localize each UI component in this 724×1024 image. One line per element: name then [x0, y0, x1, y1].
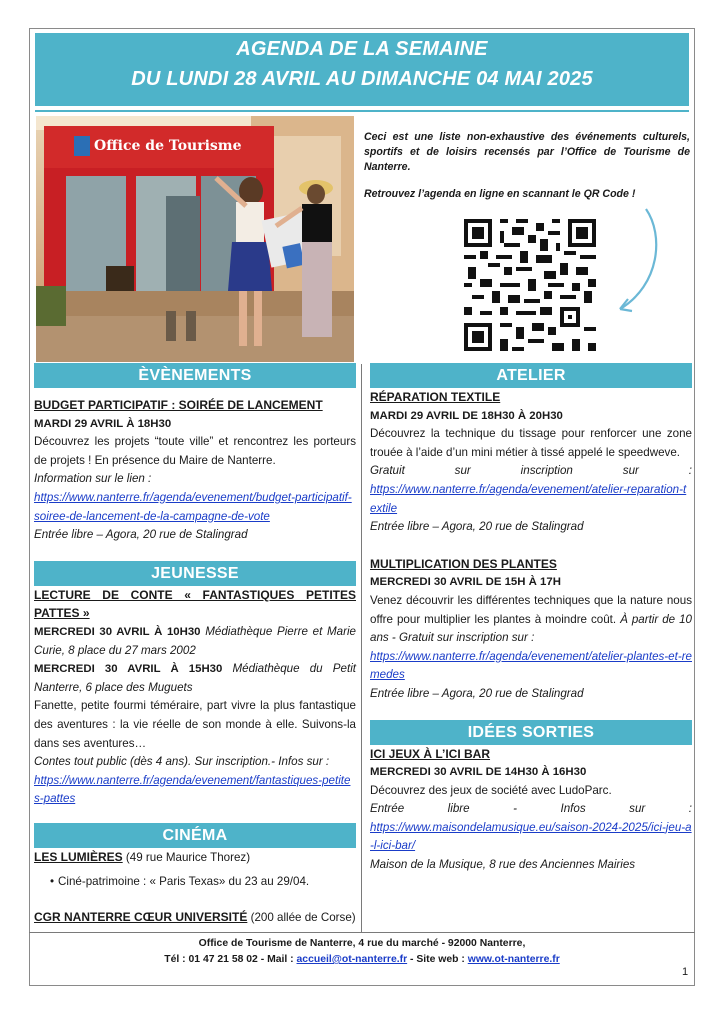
right-column	[370, 363, 692, 875]
atelier-title-1: RÉPARATION TEXTILE	[370, 390, 501, 404]
jeunesse-place-2: Médiathèque du Petit Nanterre, 6 place des Muguets	[34, 662, 356, 694]
idees-description: Découvrez des jeux de société avec LudoParc.	[370, 783, 612, 797]
footer-phone: Tél : 01 47 21 58 02 - Mail :	[164, 954, 297, 965]
header-divider	[35, 110, 689, 112]
atelier-description-1: Découvrez la technique du tissage pour renforcer une zone trouée à l’aide d’un mini métier à tissé appelé le speedweve.	[370, 427, 692, 459]
jeunesse-date-2: MERCREDI 30 AVRIL À 15H30	[34, 663, 223, 676]
jeunesse-info: Contes tout public (dès 4 ans). Sur inscription.- Infos sur :	[34, 755, 330, 769]
header-title: AGENDA DE LA SEMAINE	[236, 38, 488, 60]
idees-title: ICI JEUX À L’ICI BAR	[370, 746, 491, 761]
section-band-cinema: CINÉMA	[34, 823, 356, 848]
jeunesse-description: Fanette, petite fourmi téméraire, part vivre la plus fantastique des aventures : la vie réelle de son monde à elle. Suivons-la dans ses aventures…	[34, 699, 356, 750]
jeunesse-title: LECTURE DE CONTE « FANTASTIQUES PETITES PATTES »	[34, 587, 356, 621]
footer-site-label: - Site web :	[407, 954, 468, 965]
atelier-title-2: MULTIPLICATION DES PLANTES	[370, 556, 557, 571]
cinema-venue-1-address: (49 rue Maurice Thorez)	[122, 850, 251, 864]
jeunesse-link[interactable]: https://www.nanterre.fr/agenda/evenement/fantastiques-petites-pattes	[34, 773, 351, 806]
footer-divider	[29, 932, 695, 933]
jeunesse-place-1: Médiathèque Pierre et Marie Curie, 8 place du 27 mars 2002	[34, 624, 356, 657]
idees-info: Entrée libre - Infos sur :	[370, 802, 692, 816]
jeunesse-session-1	[34, 623, 356, 660]
intro-text	[364, 130, 690, 202]
cinema-venue-1-name: LES LUMIÈRES	[34, 849, 123, 864]
idees-link[interactable]: https://www.maisondelamusique.eu/saison-2024-2025/ici-jeu-a-l-ici-bar/	[370, 820, 692, 853]
qr-code[interactable]	[464, 219, 596, 351]
jeunesse-date-1: MERCREDI 30 AVRIL À 10H30	[34, 625, 201, 638]
atelier-link-2[interactable]: https://www.nanterre.fr/agenda/evenement/atelier-plantes-et-remedes	[370, 649, 693, 682]
event-title: BUDGET PARTICIPATIF : SOIRÉE DE LANCEMENT	[34, 398, 323, 412]
footer	[29, 936, 695, 968]
jeunesse-session-2	[34, 660, 356, 697]
left-column	[34, 363, 356, 928]
section-band-atelier: ATELIER	[370, 363, 692, 388]
idees-date: MERCREDI 30 AVRIL DE 14H30 À 16H30	[370, 766, 587, 779]
atelier-description-2	[370, 592, 692, 648]
section-band-evenements: ÈVÈNEMENTS	[34, 363, 356, 388]
header-dates: DU LUNDI 28 AVRIL AU DIMANCHE 04 MAI 2025	[131, 68, 593, 90]
atelier-date-2: MERCREDI 30 AVRIL DE 15H À 17H	[370, 576, 561, 589]
section-band-idees-sorties: IDÉES SORTIES	[370, 720, 692, 745]
event-description: Découvrez les projets “toute ville” et rencontrez les porteurs de projets ! En présence du Maire de Nanterre.	[34, 435, 356, 467]
photo-illustration	[36, 116, 354, 362]
atelier-date-1: MARDI 29 AVRIL DE 18H30 À 20H30	[370, 409, 563, 422]
cinema-venue-2-address: (200 allée de Corse)	[247, 911, 356, 925]
cinema-venue-2-name: CGR NANTERRE CŒUR UNIVERSITÉ	[34, 910, 248, 925]
tourism-office-photo	[36, 116, 354, 362]
intro-paragraph: Ceci est une liste non-exhaustive des événements culturels, sportifs et de loisirs recensés par l’Office de Tourisme de Nanterre.	[364, 131, 690, 173]
atelier-link-1[interactable]: https://www.nanterre.fr/agenda/evenement/atelier-reparation-textile	[370, 482, 687, 515]
event-location: Entrée libre – Agora, 20 rue de Stalingrad	[34, 528, 248, 542]
atelier-info-1: Gratuit sur inscription sur :	[370, 464, 692, 478]
event-date: MARDI 29 AVRIL À 18H30	[34, 417, 172, 430]
footer-email-link[interactable]: accueil@ot-nanterre.fr	[296, 954, 408, 965]
intro-qr-callout: Retrouvez l’agenda en ligne en scannant le QR Code !	[364, 188, 636, 200]
atelier-description-2-text: Venez découvrir les différentes techniques que la nature nous offre pour multiplier les plantes à moindre coût.	[370, 593, 692, 626]
event-link[interactable]: https://www.nanterre.fr/agenda/evenement/budget-participatif-soiree-de-lancement-de-la-campagne-de-vote	[34, 490, 352, 523]
photo-sign-text: Office de Tourisme	[94, 138, 242, 154]
cinema-venue-1	[34, 848, 356, 868]
curved-arrow-icon	[598, 205, 668, 320]
cinema-program-item: • Ciné-patrimoine : « Paris Texas» du 23 au 29/04.	[34, 873, 356, 892]
section-band-jeunesse: JEUNESSE	[34, 561, 356, 586]
atelier-location-2: Entrée libre – Agora, 20 rue de Stalingrad	[370, 686, 584, 700]
footer-contact	[29, 952, 695, 968]
footer-address: Office de Tourisme de Nanterre, 4 rue du marché - 92000 Nanterre,	[198, 938, 526, 949]
footer-website-link[interactable]: www.ot-nanterre.fr	[467, 954, 560, 965]
atelier-info-2: À partir de 10 ans - Gratuit sur inscription sur :	[370, 612, 692, 645]
page-number: 1	[682, 966, 689, 978]
header-banner	[35, 33, 689, 106]
event-info-label: Information sur le lien :	[34, 472, 152, 486]
idees-location: Maison de la Musique, 8 rue des Anciennes Mairies	[370, 858, 636, 872]
cinema-venue-2	[34, 908, 356, 928]
atelier-location-1: Entrée libre – Agora, 20 rue de Stalingrad	[370, 520, 584, 534]
column-divider	[361, 364, 362, 932]
